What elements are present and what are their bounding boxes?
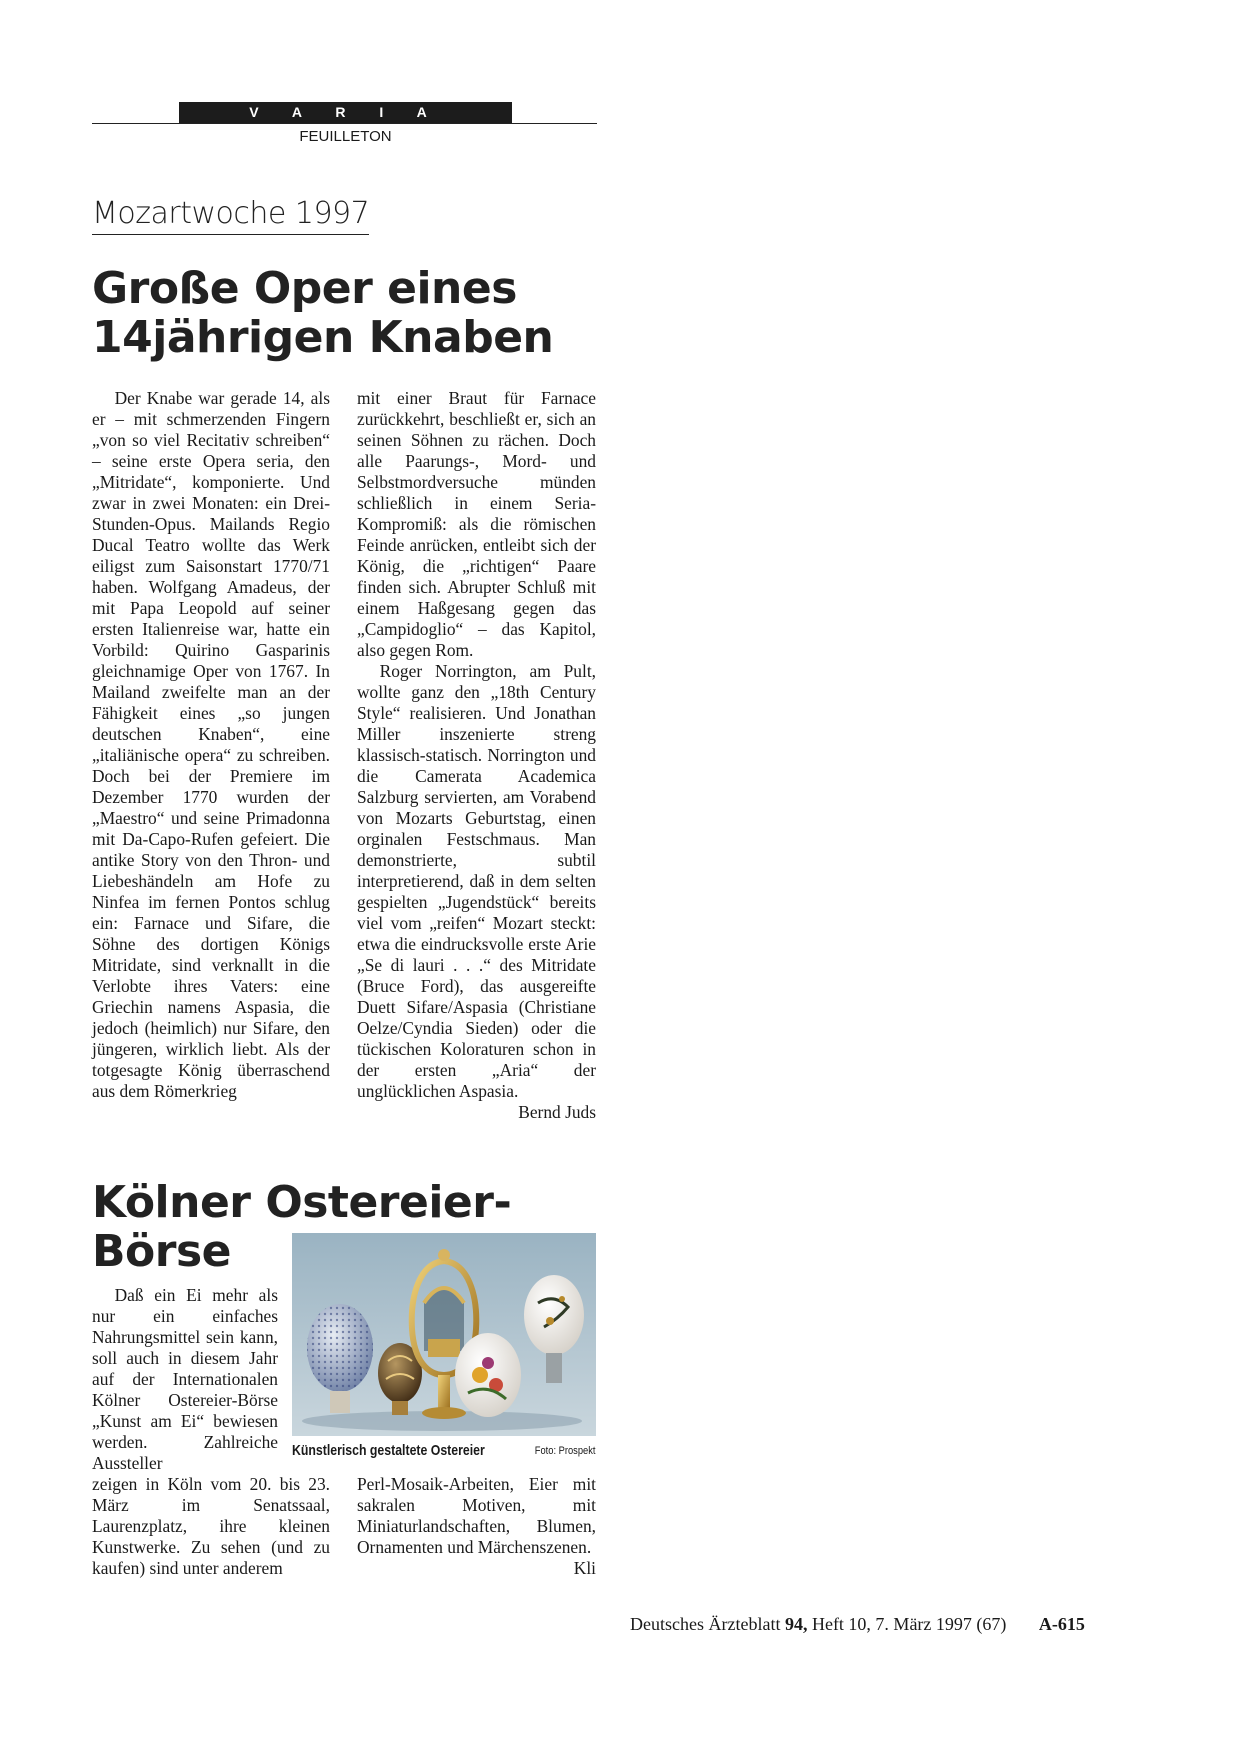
article1-kicker: Mozartwoche 1997 bbox=[92, 197, 369, 235]
article2-paragraph: zeigen in Köln vom 20. bis 23. März im Senatssaal, Laurenzplatz, ihre kleinen Kunstwerke. Zu sehen (und zu kaufen) sind unter anderem bbox=[92, 1474, 330, 1578]
article2-signature: Kli bbox=[573, 1558, 596, 1578]
photo-caption-text: Künstlerisch gestaltete Ostereier bbox=[292, 1442, 485, 1459]
article1-column-2 bbox=[357, 388, 596, 1123]
article1-headline bbox=[92, 264, 553, 362]
article2-headline-line2: Börse bbox=[92, 1226, 231, 1277]
flower-egg bbox=[455, 1333, 521, 1417]
article1-column-1 bbox=[92, 388, 330, 1102]
article2-paragraph-text: Perl-Mosaik-Arbeiten, Eier mit sakralen Motiven, mit Miniaturlandschaften, Blumen, Ornamenten und Märchenszenen. bbox=[357, 1474, 596, 1557]
department-bar: V A R I A bbox=[179, 102, 512, 123]
article1-signature: Bernd Juds bbox=[518, 1102, 596, 1122]
article1-paragraph bbox=[357, 661, 596, 1122]
footer-page-number: A-615 bbox=[1038, 1614, 1085, 1634]
article1-paragraph: mit einer Braut für Farnace zurückkehrt, beschließt er, sich an seinen Söhnen zu rächen. Doch alle Paarungs-, Mord- und Selbstmordversuche münden schließlich in einem Seria-Kompromiß: als die römischen Feinde anrücken, entleibt sich der König, die „richtigen“ Paare finden sich. Abrupter Schluß mit einem Haßgesang gegen das „Campidoglio“ – das Kapitol, also gegen Rom. bbox=[357, 388, 596, 660]
article2-headline-line1: Kölner Ostereier- bbox=[92, 1177, 512, 1228]
article2-column-2 bbox=[357, 1474, 596, 1579]
article1-headline-line2: 14jährigen Knaben bbox=[92, 312, 554, 363]
footer-volume: 94, bbox=[784, 1614, 808, 1634]
article2-column-1b bbox=[92, 1474, 330, 1579]
page-footer bbox=[630, 1614, 1085, 1635]
section-label: FEUILLETON bbox=[299, 128, 392, 145]
photo-caption bbox=[292, 1442, 596, 1462]
article2-paragraph: Daß ein Ei mehr als nur ein einfaches Nahrungsmittel sein kann, soll auch in diesem Jahr auf der Internationalen Kölner Ostereier-Börse „Kunst am Ei“ bewiesen werden. Zahlreiche Aussteller bbox=[92, 1285, 278, 1473]
article2-column-1a bbox=[92, 1285, 278, 1474]
article2-paragraph bbox=[357, 1474, 596, 1578]
footer-journal: Deutsches Ärzteblatt bbox=[630, 1614, 781, 1634]
article1-paragraph-text: Roger Norrington, am Pult, wollte ganz den „18th Century Style“ realisieren. Und Jonathan Miller inszenierte streng klassisch-statisch. Norrington und die Camerata Academica Salzburg servierten, am Vorabend von Mozarts Geburtstag, einen orginalen Festschmaus. Man demonstrierte, subtil interpretierend, daß in dem selten gespielten „Jugendstück“ bereits viel vom „reifen“ Mozart steckt: etwa die eindrucksvolle erste Arie „Se di lauri . . .“ des Mitridate (Bruce Ford), das ausgereifte Duett Sifare/Aspasia (Christiane Oelze/Cyndia Sieden) oder die tückischen Koloraturen schon in der ersten „Aria“ der unglücklichen Aspasia. bbox=[357, 661, 596, 1101]
easter-eggs-photo bbox=[292, 1233, 596, 1436]
article1-paragraph: Der Knabe war gerade 14, als er – mit schmerzenden Fingern „von so viel Recitativ schreiben“ – seine erste Opera seria, den „Mitridate“, komponierte. Und zwar in zwei Monaten: ein Drei-Stunden-Opus. Mailands Regio Ducal Teatro wollte das Werk eiligst zum Saisonstart 1770/71 haben. Wolfgang Amadeus, der mit Papa Leopold auf seiner ersten Italienreise war, hatte ein Vorbild: Quirino Gasparinis gleichnamige Oper von 1767. In Mailand zweifelte man an der Fähigkeit eines „so jungen deutschen Knaben“, eine „italiänische opera“ zu schreiben. Doch bei der Premiere im Dezember 1770 wurden der „Maestro“ und seine Primadonna mit Da-Capo-Rufen gefeiert. Die antike Story von den Thron- und Liebeshändeln am Hofe zu Ninfea im fernen Pontos schlug ein: Farnace und Sifare, die Söhne des dortigen Königs Mitridate, sind verknallt in die Verlobte ihres Vaters: eine Griechin namens Aspasia, die jedoch (heimlich) nur Sifare, den jüngeren, wirklich liebt. Als der totgesagte König überraschend aus dem Römerkrieg bbox=[92, 388, 330, 1101]
footer-issue: Heft 10, 7. März 1997 (67) bbox=[811, 1614, 1007, 1634]
photo-credit: Foto: Prospekt bbox=[535, 1445, 596, 1457]
article1-headline-line1: Große Oper eines bbox=[92, 263, 517, 314]
header-rule bbox=[92, 123, 597, 124]
